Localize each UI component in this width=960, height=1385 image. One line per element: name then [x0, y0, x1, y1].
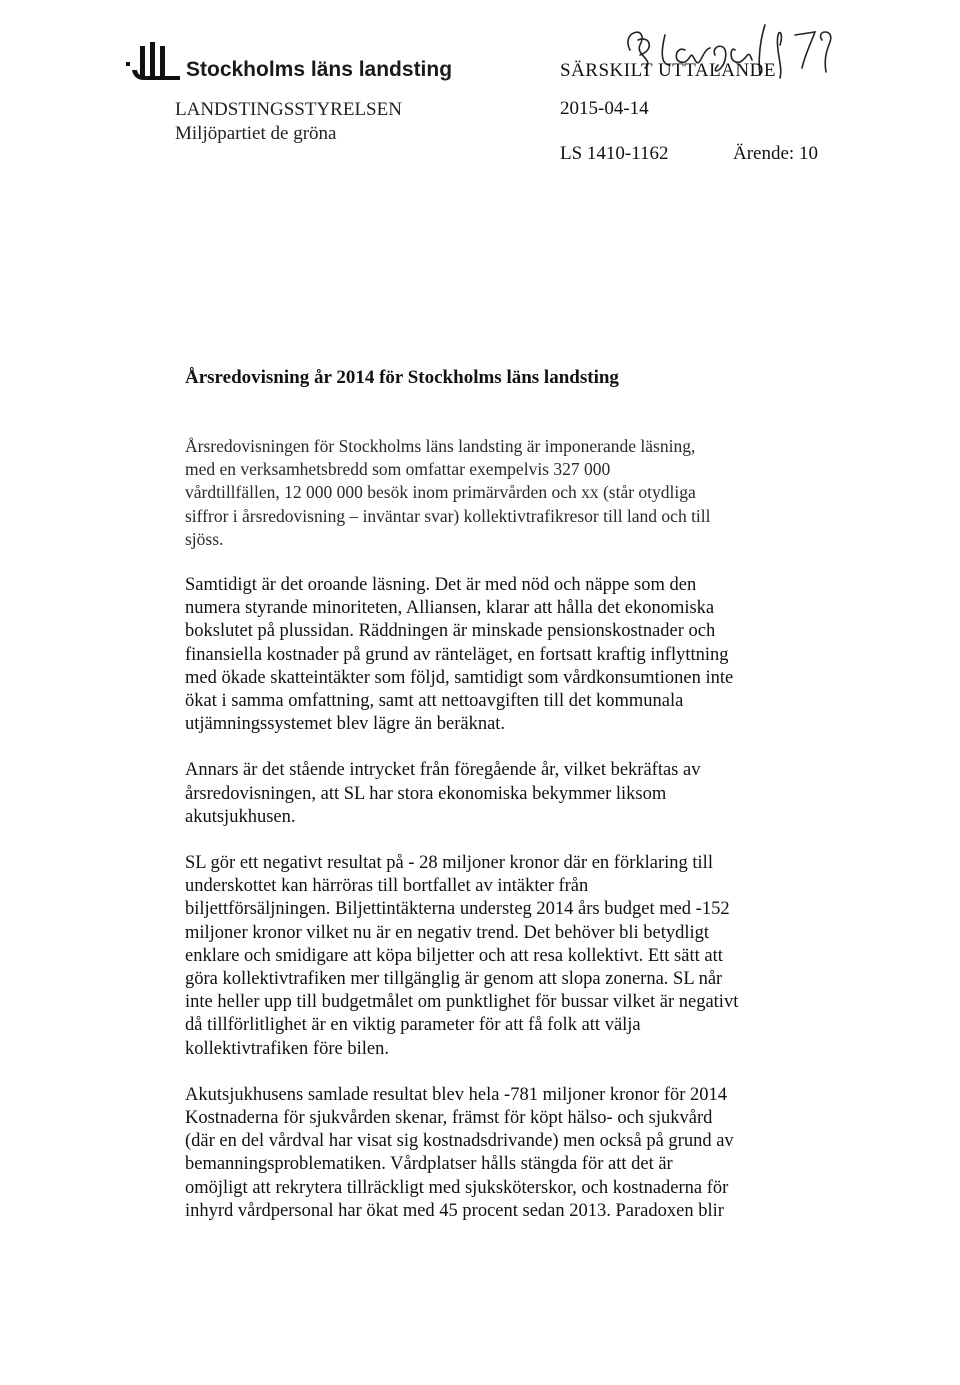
text-line: kollektivtrafiken före bilen. — [185, 1038, 389, 1059]
text-line: (där en del vårdval har visat sig kostnadsdrivande) men också på grund av — [185, 1131, 734, 1152]
party-name: Miljöpartiet de gröna — [175, 123, 337, 144]
text-line: bokslutet på plussidan. Räddningen är minskade pensionskostnader och — [185, 621, 716, 642]
paragraph — [185, 574, 845, 736]
text-line: med en verksamhetsbredd som omfattar exempelvis 327 000 — [185, 459, 611, 480]
paragraph — [185, 1084, 845, 1223]
paragraph — [185, 759, 845, 829]
case-number: LS 1410-1162 — [560, 143, 669, 164]
text-line: enklare och smidigare att köpa biljetter och att resa kollektivt. Ett sätt att — [185, 945, 723, 966]
text-line: utjämningssystemet blev lägre än beräknat. — [185, 714, 506, 735]
text-line: siffror i årsredovisning – inväntar svar) kollektivtrafikresor till land och till — [185, 505, 711, 526]
text-line: med ökade skatteintäkter som följd, samtidigt som vårdkonsumtionen inte — [185, 667, 734, 688]
item-number: Ärende: 10 — [733, 143, 818, 164]
text-line: numera styrande minoriteten, Alliansen, klarar att hålla det ekonomiska — [185, 598, 715, 619]
logo-text: Stockholms läns landsting — [186, 58, 453, 81]
text-line: Akutsjukhusens samlade resultat blev hela -781 miljoner kronor för 2014 — [185, 1084, 728, 1105]
text-line: inte heller upp till budgetmålet om punktlighet för bussar vilket är negativt — [185, 992, 739, 1013]
paragraph — [185, 435, 845, 551]
text-line: biljettförsäljningen. Biljettintäkterna understeg 2014 års budget med -152 — [185, 899, 730, 920]
text-line: Kostnaderna för sjukvården skenar, främst för köpt hälso- och sjukvård — [185, 1108, 713, 1129]
text-line: Samtidigt är det oroande läsning. Det är med nöd och näppe som den — [185, 575, 697, 596]
text-line: Årsredovisningen för Stockholms läns landsting är imponerande läsning, — [185, 436, 696, 456]
document-date: 2015-04-14 — [560, 98, 649, 119]
organization-logo — [126, 40, 456, 86]
text-line: inhyrd vårdpersonal har ökat med 45 procent sedan 2013. Paradoxen blir — [185, 1200, 724, 1221]
paragraph — [185, 852, 845, 1061]
text-line: vårdtillfällen, 12 000 000 besök inom primärvården och xx (står otydliga — [185, 482, 696, 503]
text-line: göra kollektivtrafiken mer tillgänglig är genom att slopa zonerna. SL når — [185, 969, 723, 990]
text-line: Annars är det stående intrycket från föregående år, vilket bekräftas av — [185, 760, 701, 781]
sll-logo-icon — [126, 40, 184, 86]
org-name: LANDSTINGSSTYRELSEN — [175, 99, 402, 120]
text-line: SL gör ett negativt resultat på - 28 miljoner kronor där en förklaring till — [185, 853, 713, 874]
text-line: bemanningsproblematiken. Vårdplatser hålls stängda för att det är — [185, 1154, 673, 1175]
text-line: akutsjukhusen. — [185, 806, 296, 827]
document-body — [185, 435, 845, 1246]
document-type: SÄRSKILT UTTALANDE — [560, 60, 776, 81]
organization-block — [175, 98, 402, 146]
text-line: finansiella kostnader på grund av ränteläget, en fortsatt kraftig inflyttning — [185, 644, 729, 665]
text-line: underskottet kan härröras till bortfallet av intäkter från — [185, 876, 589, 897]
text-line: omöjligt att rekrytera tillräckligt med sjuksköterskor, och kostnaderna för — [185, 1177, 729, 1198]
text-line: ökat i samma omfattning, samt att nettoavgiften till det kommunala — [185, 691, 684, 712]
text-line: sjöss. — [185, 528, 224, 549]
text-line: miljoner kronor vilket nu är en negativ trend. Det behöver bli betydligt — [185, 922, 710, 943]
text-line: då tillförlitlighet är en viktig parameter för att få folk att välja — [185, 1015, 641, 1036]
text-line: årsredovisningen, att SL har stora ekonomiska bekymmer liksom — [185, 783, 667, 804]
document-title: Årsredovisning år 2014 för Stockholms läns landsting — [185, 367, 619, 388]
